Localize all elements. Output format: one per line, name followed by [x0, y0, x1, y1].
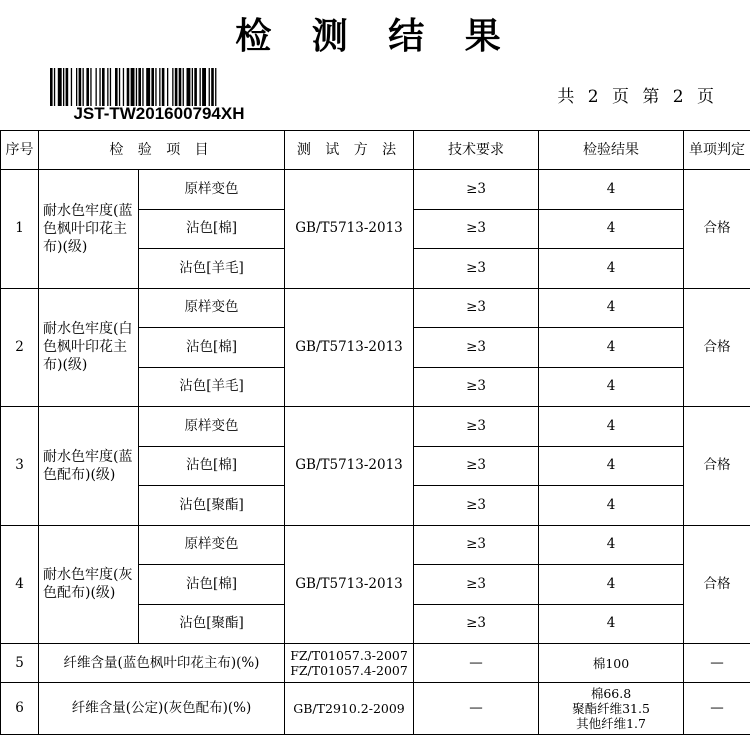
row-result: 4 [539, 209, 684, 249]
barcode-bar [200, 68, 201, 106]
row-item: 耐水色牢度(蓝色枫叶印花主布)(级) [39, 170, 139, 289]
barcode-bar [119, 68, 120, 106]
row-seq: 4 [1, 525, 39, 644]
page-title: 检 测 结 果 [235, 15, 515, 57]
row-seq: 3 [1, 407, 39, 526]
barcode-bar [63, 68, 64, 106]
row-requirement: ≥3 [414, 170, 539, 210]
header-judgement: 单项判定 [684, 131, 750, 170]
barcode-bar [127, 68, 130, 106]
row-item: 耐水色牢度(灰色配布)(级) [39, 525, 139, 644]
table-header-row [1, 131, 750, 170]
barcode-number: JST-TW201600794XH [73, 104, 245, 123]
barcode-bar [172, 68, 173, 106]
row-sub-item: 沾色[棉] [139, 209, 285, 249]
row-result: 4 [539, 525, 684, 565]
table-row [1, 683, 750, 735]
barcode-bar [86, 68, 89, 106]
table-row [1, 170, 750, 210]
row-sub-item: 沾色[棉] [139, 446, 285, 486]
row-sub-item: 沾色[羊毛] [139, 249, 285, 289]
row-requirement: ≥3 [414, 525, 539, 565]
method-line: FZ/T01057.3-2007 [290, 648, 408, 663]
barcode-bar [162, 68, 165, 106]
method-line: GB/T2910.2-2009 [293, 701, 405, 716]
barcode-bar [96, 68, 97, 106]
barcode-bar [131, 68, 135, 106]
barcode-bar [110, 68, 111, 106]
results-table [0, 130, 750, 735]
row-method: GB/T5713-2013 [285, 525, 414, 644]
result-line: 其他纤维1.7 [576, 716, 646, 731]
row-requirement: ≥3 [414, 328, 539, 368]
row-item: 耐水色牢度(白色枫叶印花主布)(级) [39, 288, 139, 407]
row-result: 4 [539, 328, 684, 368]
row-method [285, 644, 414, 683]
row-requirement: — [414, 644, 539, 683]
row-result: 4 [539, 288, 684, 328]
barcode-image [50, 68, 268, 106]
row-requirement: ≥3 [414, 288, 539, 328]
row-result: 4 [539, 565, 684, 605]
header-requirement: 技术要求 [414, 131, 539, 170]
row-judgement: — [684, 683, 750, 735]
barcode-bar [209, 68, 210, 106]
barcode-bar [136, 68, 137, 106]
row-result: 4 [539, 446, 684, 486]
barcode-bar [115, 68, 118, 106]
row-requirement: ≥3 [414, 604, 539, 644]
barcode-bar [50, 68, 53, 106]
header-item: 检 验 项 目 [39, 131, 285, 170]
row-seq: 5 [1, 644, 39, 683]
row-requirement: ≥3 [414, 565, 539, 605]
table-row [1, 407, 750, 447]
barcode-bar [58, 68, 62, 106]
barcode-bar [159, 68, 160, 106]
barcode-bar [142, 68, 143, 106]
row-item: 纤维含量(公定)(灰色配布)(%) [39, 683, 285, 735]
row-sub-item: 沾色[棉] [139, 565, 285, 605]
barcode-bar [79, 68, 82, 106]
result-line: 聚酯纤维31.5 [572, 701, 650, 716]
header-method: 测 试 方 法 [285, 131, 414, 170]
barcode-bar [202, 68, 206, 106]
row-result: 4 [539, 486, 684, 526]
row-item: 纤维含量(蓝色枫叶印花主布)(%) [39, 644, 285, 683]
row-sub-item: 原样变色 [139, 288, 285, 328]
row-sub-item: 原样变色 [139, 170, 285, 210]
row-sub-item: 沾色[棉] [139, 328, 285, 368]
row-seq: 2 [1, 288, 39, 407]
barcode-bar [194, 68, 197, 106]
row-requirement: ≥3 [414, 407, 539, 447]
table-row [1, 644, 750, 683]
barcode-bar [175, 68, 178, 106]
row-judgement: — [684, 644, 750, 683]
row-result [539, 683, 684, 735]
row-requirement: ≥3 [414, 367, 539, 407]
barcode-bar [107, 68, 108, 106]
barcode-bar [54, 68, 55, 106]
row-method [285, 683, 414, 735]
barcode-bar [146, 68, 150, 106]
row-result: 4 [539, 367, 684, 407]
barcode-bar [151, 68, 154, 106]
barcode-bar [76, 68, 77, 106]
row-requirement: ≥3 [414, 249, 539, 289]
row-judgement: 合格 [684, 170, 750, 289]
barcode-bar [215, 68, 216, 106]
row-requirement: ≥3 [414, 209, 539, 249]
barcode-bar [138, 68, 141, 106]
barcode-bar [211, 68, 214, 106]
barcode-bar [99, 68, 100, 106]
row-requirement: ≥3 [414, 446, 539, 486]
barcode-bar [183, 68, 184, 106]
row-judgement: 合格 [684, 288, 750, 407]
barcode-bar [155, 68, 156, 106]
barcode-bar [179, 68, 182, 106]
row-seq: 6 [1, 683, 39, 735]
row-requirement: ≥3 [414, 486, 539, 526]
row-result [539, 644, 684, 683]
table-row [1, 288, 750, 328]
page-indicator: 共 2 页 第 2 页 [557, 87, 718, 107]
row-requirement: — [414, 683, 539, 735]
row-result: 4 [539, 170, 684, 210]
row-method: GB/T5713-2013 [285, 170, 414, 289]
row-sub-item: 沾色[聚酯] [139, 604, 285, 644]
header-seq: 序号 [1, 131, 39, 170]
barcode-bar [66, 68, 69, 106]
barcode-bar [187, 68, 191, 106]
result-line: 棉66.8 [590, 686, 632, 701]
row-sub-item: 沾色[聚酯] [139, 486, 285, 526]
header-result: 检验结果 [539, 131, 684, 170]
row-judgement: 合格 [684, 407, 750, 526]
barcode-bar [192, 68, 193, 106]
row-method: GB/T5713-2013 [285, 288, 414, 407]
row-sub-item: 原样变色 [139, 407, 285, 447]
row-sub-item: 沾色[羊毛] [139, 367, 285, 407]
row-result: 4 [539, 407, 684, 447]
barcode-bar [90, 68, 91, 106]
barcode-bar [102, 68, 105, 106]
row-method: GB/T5713-2013 [285, 407, 414, 526]
row-result: 4 [539, 249, 684, 289]
barcode-bar [83, 68, 84, 106]
row-item: 耐水色牢度(蓝色配布)(级) [39, 407, 139, 526]
row-seq: 1 [1, 170, 39, 289]
row-result: 4 [539, 604, 684, 644]
row-judgement: 合格 [684, 525, 750, 644]
result-line: 棉100 [592, 655, 630, 671]
barcode-bar [71, 68, 72, 106]
row-sub-item: 原样变色 [139, 525, 285, 565]
barcode-bar [123, 68, 124, 106]
barcode-bar [167, 68, 168, 106]
table-row [1, 525, 750, 565]
method-line: FZ/T01057.4-2007 [290, 663, 408, 678]
